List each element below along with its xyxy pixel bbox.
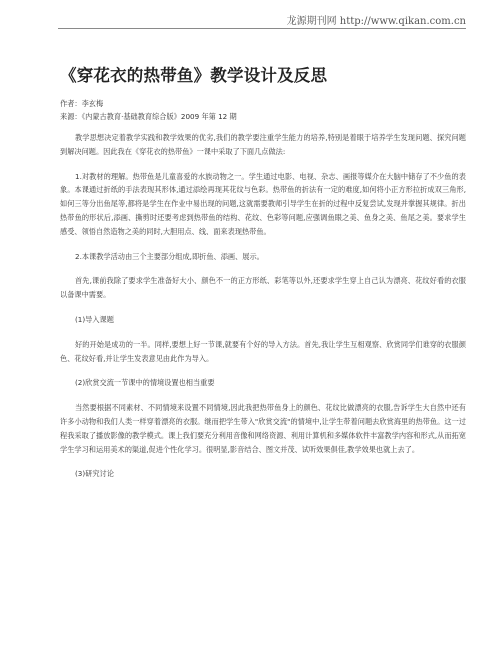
article: [60, 62, 466, 481]
section-heading-discussion: (3)研究讨论: [75, 469, 114, 479]
paragraph-activity-parts: 2.本课教学活动由三个主要部分组成,即折鱼、添画、展示。: [75, 251, 264, 261]
site-header: 龙源期刊网 http://www.qikan.com.cn: [286, 16, 466, 27]
paragraph-appreciation: 当然要根据不同素材、不同情境来设置不同情境,因此我把热带鱼身上的颜色、花纹比做漂亮的衣服,告诉学生大自然中还有许多小动物和我们人类一样穿着漂亮的衣服。继而把学生带入"欣赏交流"的情境中,让学生带着问题去欣赏海里的热带鱼。这一过程我采取了播放影像的教学模式。课上我们要充分利用音像和网络资源、利用计算机和多媒体软件丰富教学内容和形式,从而拓宽学生学习和运用美术的渠道,促进个性化学习。很明显,影音结合、图文并茂、试听效果俱佳,教学效果也就上去了。: [60, 403, 466, 454]
paragraph-textbook-understanding: 1.对教材的理解。热带鱼是儿童喜爱的水族动物之一。学生通过电影、电视、杂志、画报等媒介在大脑中储存了不少鱼的表象。本课通过折纸的手法表现其形体,通过添绘再现其花纹与色彩。热带鱼的折法有一定的难度,如何将小正方形拉折成双三角形,如何三等分出鱼尾等,都将是学生在作业中易出现的问题,这就需要教师引导学生在折的过程中反复尝试,发现并掌握其规律。折出热带鱼的形状后,添画、撕剪时还要考虑到热带鱼的结构、花纹、色彩等问题,应强调鱼眼之美、鱼身之美、鱼尾之美。要求学生感受、领悟自然造物之美的同时,大胆用点、线、面来表现热带鱼。: [60, 171, 466, 236]
paragraph-preparation: 首先,课前我除了要求学生准备好大小、颜色不一的正方形纸、彩笔等以外,还要求学生穿上自己认为漂亮、花纹好看的衣服以备课中需要。: [60, 276, 466, 300]
header-divider: [58, 28, 466, 29]
source-line: 来源：《内蒙古教育·基础教育综合版》2009 年第 12 期: [60, 112, 237, 121]
paragraph-intro: 教学思想决定着教学实践和教学效果的优劣,我们的教学要注重学生能力的培养,特别是着眼于培养学生发现问题、探究问题到解决问题。因此我在《穿花衣的热带鱼》一课中采取了下面几点做法:: [60, 133, 466, 156]
paragraph-introduction: 好的开始是成功的一半。同样,要想上好一节课,就要有个好的导入方法。首先,我让学生互相观察、欣赏同学们谁穿的衣服颜色、花纹好看,并让学生发表意见由此作为导入。: [60, 339, 466, 363]
author-line: 作者：李玄梅: [60, 99, 104, 108]
article-title: 《穿花衣的热带鱼》教学设计及反思: [60, 66, 328, 85]
section-heading-introduction: (1)导入课题: [75, 314, 114, 324]
section-heading-appreciation: (2)欣赏交流一节课中的情境设置也相当重要: [75, 378, 215, 388]
